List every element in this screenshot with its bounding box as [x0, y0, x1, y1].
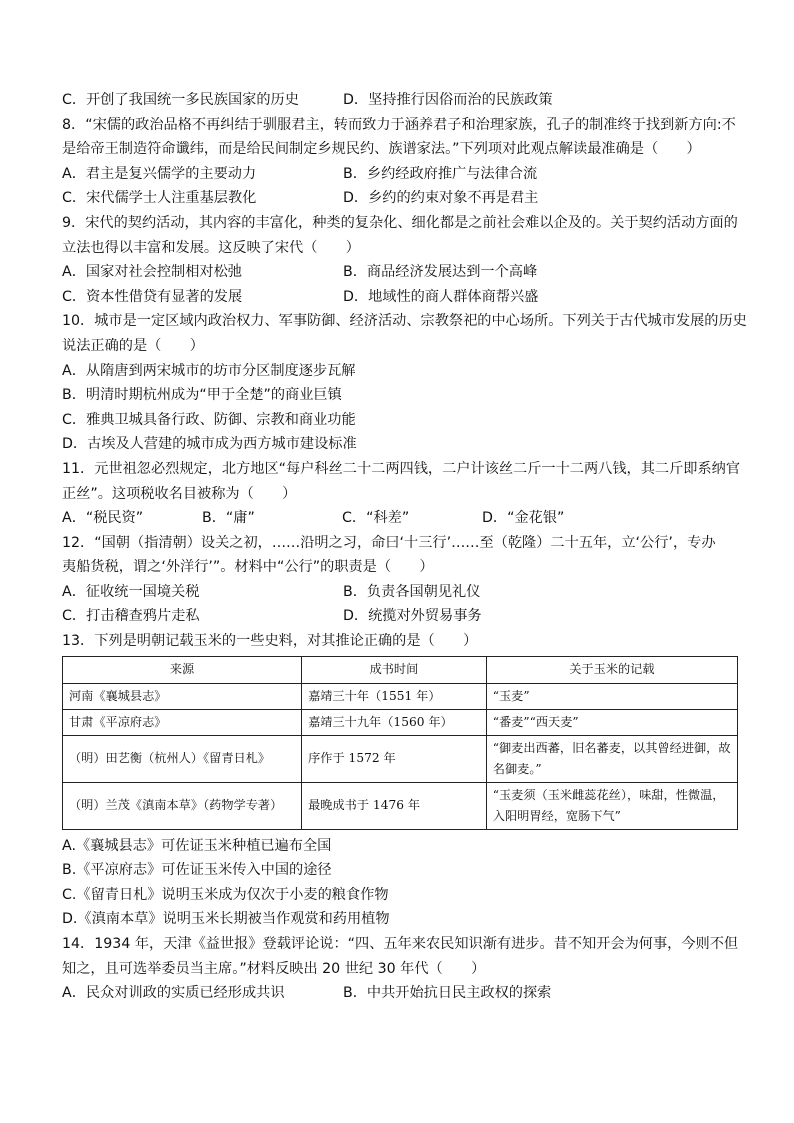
question-13	[62, 629, 738, 932]
option-c[interactable]: C．开创了我国统一多民族国家的历史	[62, 92, 299, 108]
table-cell: 嘉靖三十九年（1560 年）	[302, 709, 487, 735]
option-d[interactable]: D．统揽对外贸易事务	[343, 608, 482, 625]
table-cell: 甘肃《平凉府志》	[63, 709, 302, 735]
question-10	[62, 309, 747, 457]
option-c[interactable]: C．宋代儒学士人注重基层教化	[62, 190, 257, 207]
table-cell: （明）兰茂《滇南本草》（药物学专著）	[63, 782, 302, 829]
question-stem: 13．下列是明朝记载玉米的一些史料，对其推论正确的是（ ）	[62, 633, 478, 650]
option-b[interactable]: B．中共开始抗日民主政权的探索	[343, 985, 552, 1002]
question-stem: 14．1934 年，天津《益世报》登载评论说：“四、五年来农民知识渐有进步。昔不知开会为何事，今则不但	[62, 936, 739, 953]
question-stem: 是给帝王制造符命谶纬，而是给民间制定乡规民约、族谱家法。”下列项对此观点解读最准确是（ ）	[62, 141, 701, 158]
question-12	[62, 531, 738, 629]
table-row	[63, 782, 738, 829]
question-stem: 知之，且可选举委员当主席。”材料反映出 20 世纪 30 年代（ ）	[62, 960, 486, 977]
column-header: 关于玉米的记载	[486, 656, 737, 683]
option-c[interactable]: C．雅典卫城具备行政、防御、宗教和商业功能	[62, 411, 356, 428]
question-9	[62, 211, 738, 309]
option-row	[62, 285, 738, 310]
option-b[interactable]: B．商品经济发展达到一个高峰	[343, 264, 538, 281]
table-row	[63, 709, 738, 735]
question-stem: 正丝”。这项税收名目被称为（ ）	[62, 485, 297, 502]
option-a[interactable]: A．君主是复兴儒学的主要动力	[62, 165, 257, 182]
option-row	[62, 981, 738, 1006]
option-d[interactable]: D．古埃及人营建的城市成为西方城市建设标准	[62, 436, 357, 453]
table-cell: “番麦”“西天麦”	[486, 709, 737, 735]
option-b[interactable]: B．“庸”	[202, 510, 255, 527]
option-a[interactable]: A．从隋唐到两宋城市的坊市分区制度逐步瓦解	[62, 362, 356, 379]
option-b[interactable]: B．负责各国朝见礼仪	[343, 583, 481, 600]
table-row	[63, 683, 738, 709]
option-a[interactable]: A.《襄城县志》可佐证玉米种植已遍布全国	[62, 837, 332, 854]
source-table	[62, 656, 738, 830]
question-11	[62, 457, 741, 531]
option-row	[62, 260, 738, 285]
column-header: 成书时间	[302, 656, 487, 683]
option-b[interactable]: B．明清时期杭州成为“甲于全楚”的商业巨镇	[62, 387, 342, 404]
option-row	[62, 580, 738, 605]
table-cell: 序作于 1572 年	[302, 735, 487, 782]
option-d[interactable]: D.《滇南本草》说明玉米长期被当作观赏和药用植物	[62, 911, 390, 928]
option-a[interactable]: A．征收统一国境关税	[62, 583, 200, 600]
exam-page	[62, 88, 747, 1006]
option-b[interactable]: B．乡约经政府推广与法律合流	[343, 165, 538, 182]
table-cell: 嘉靖三十年（1551 年）	[302, 683, 487, 709]
question-stem: 11．元世祖忽必烈规定，北方地区“每户科丝二十二两四钱，二户计该丝二斤一十二两八钱，其二斤即系纳官	[62, 460, 741, 477]
question-stem: 9．宋代的契约活动，其内容的丰富化，种类的复杂化、细化都是之前社会难以企及的。关于契约活动方面的	[62, 214, 738, 231]
option-b[interactable]: B.《平凉府志》可佐证玉米传入中国的途径	[62, 862, 332, 879]
option-c[interactable]: C．打击稽查鸦片走私	[62, 608, 200, 625]
option-row	[62, 186, 738, 211]
table-row	[63, 735, 738, 782]
question-stem: 说法正确的是（ ）	[62, 337, 204, 354]
option-c[interactable]: C．资本性借贷有显著的发展	[62, 288, 243, 305]
table-cell: “玉麦”	[486, 683, 737, 709]
option-d[interactable]: D．“金花银”	[482, 510, 565, 527]
option-a[interactable]: A．国家对社会控制相对松弛	[62, 264, 242, 281]
table-cell: “玉麦须（玉米雌蕊花丝），味甜，性微温，入阳明胃经，宽肠下气”	[486, 782, 737, 829]
question-stem: 夷船货税，谓之‘外洋行’”。材料中“公行”的职责是（ ）	[62, 559, 434, 576]
option-row	[62, 162, 738, 187]
question-8	[62, 113, 738, 211]
option-a[interactable]: A．“税民资”	[62, 510, 144, 527]
option-d[interactable]: D．坚持推行因俗而治的民族政策	[343, 92, 553, 108]
option-row	[62, 88, 738, 113]
table-cell: 河南《襄城县志》	[63, 683, 302, 709]
table-cell: “御麦出西蕃，旧名蕃麦，以其曾经进御，故名御麦。”	[486, 735, 737, 782]
option-c[interactable]: C.《留青日札》说明玉米成为仅次于小麦的粮食作物	[62, 886, 389, 903]
table-header-row	[63, 656, 738, 683]
column-header: 来源	[63, 656, 302, 683]
option-row	[62, 506, 738, 531]
question-stem: 10．城市是一定区域内政治权力、军事防御、经济活动、宗教祭祀的中心场所。下列关于古代城市发展的历史	[62, 313, 747, 330]
question-stem: 8．“宋儒的政治品格不再纠结于驯服君主，转而致力于涵养君子和治理家族，孔子的制准终于找到新方向:不	[62, 116, 736, 133]
question-stem: 12．“国朝（指清朝）设关之初，……沿明之习，命曰‘十三行’……至（乾隆）二十五年，立‘公行’，专办	[62, 534, 716, 551]
question-stem: 立法也得以丰富和发展。这反映了宋代（ ）	[62, 239, 360, 256]
option-c[interactable]: C．“科差”	[342, 510, 410, 527]
option-a[interactable]: A．民众对训政的实质已经形成共识	[62, 985, 285, 1002]
option-d[interactable]: D．乡约的约束对象不再是君主	[343, 190, 539, 207]
option-row	[62, 604, 738, 629]
question-14	[62, 932, 738, 1006]
table-cell: （明）田艺衡（杭州人）《留青日札》	[63, 735, 302, 782]
option-d[interactable]: D．地域性的商人群体商帮兴盛	[343, 288, 539, 305]
table-cell: 最晚成书于 1476 年	[302, 782, 487, 829]
